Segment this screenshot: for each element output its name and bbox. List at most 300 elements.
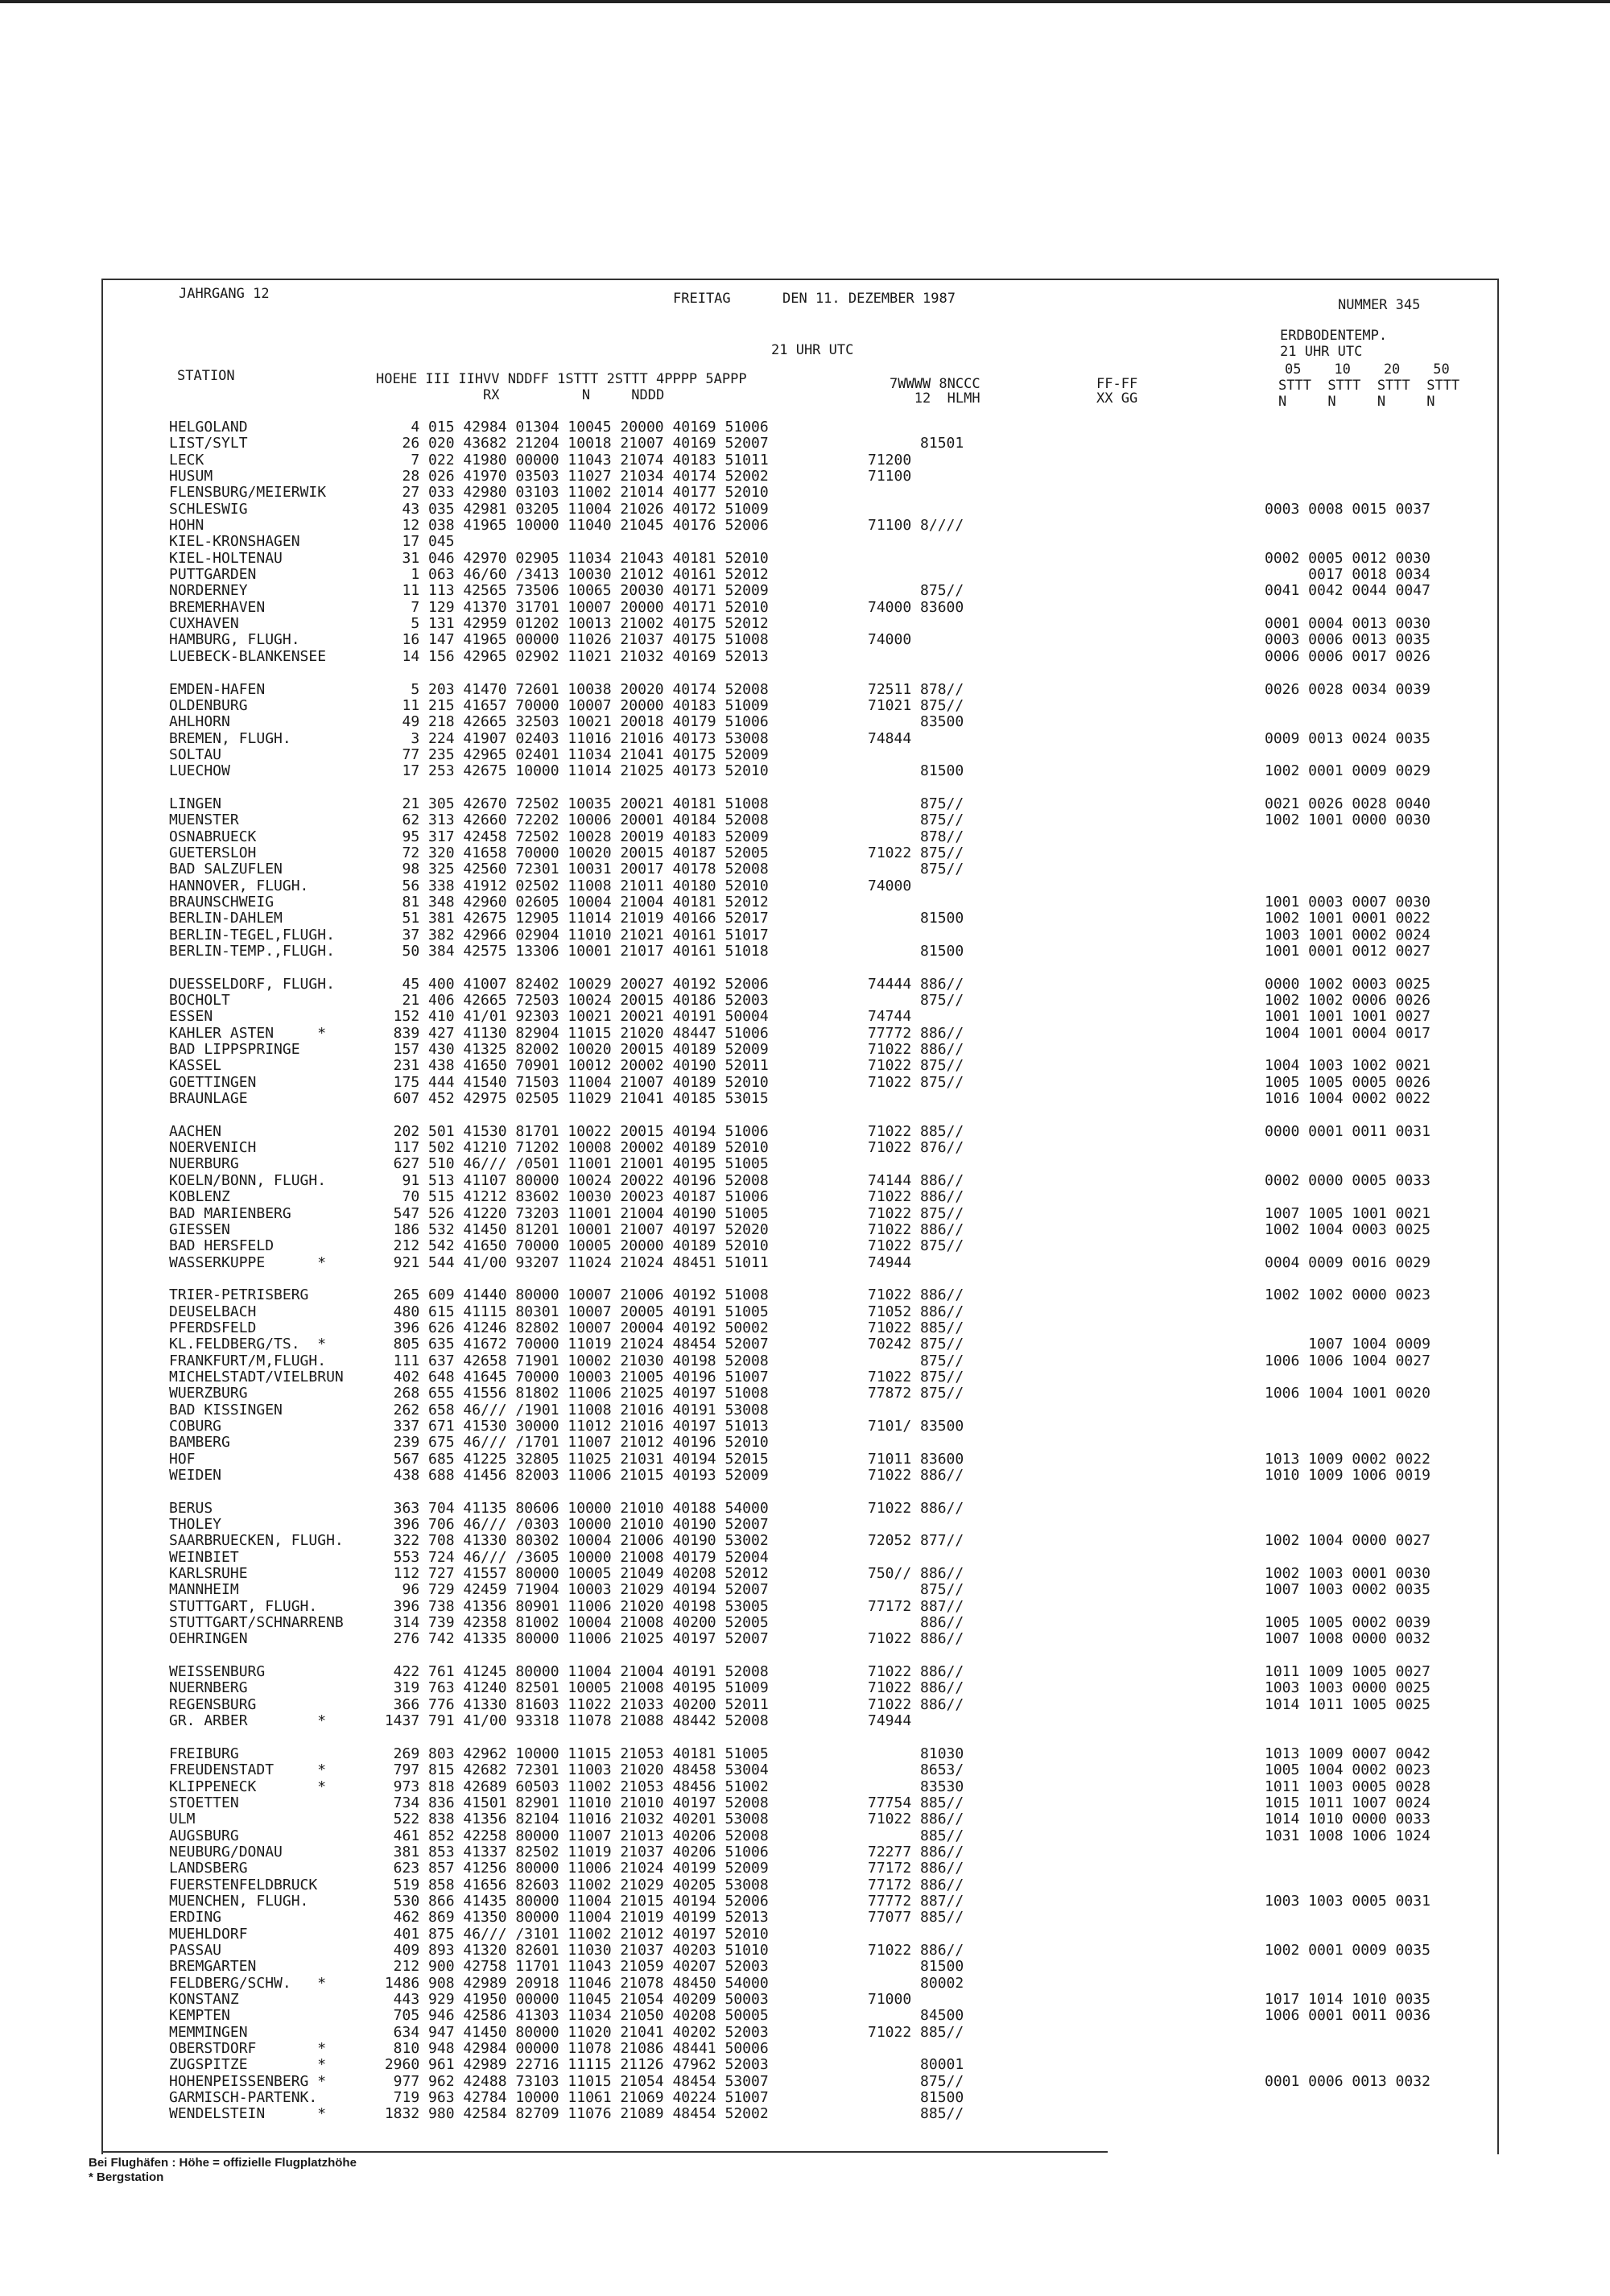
- station-name: COBURG: [169, 1417, 222, 1435]
- station-name: BOCHOLT: [169, 992, 230, 1010]
- station-name: AHLHORN: [169, 713, 230, 731]
- synop-values: 14 156 42965 02902 11021 21032 40169 52013: [376, 647, 769, 665]
- weather-values: 71022 886//: [868, 1811, 964, 1828]
- synop-values: 567 685 41225 32805 11025 21031 40194 52015: [376, 1450, 769, 1468]
- station-name: NOERVENICH: [169, 1139, 257, 1157]
- station-name: EMDEN-HAFEN: [169, 680, 266, 698]
- synop-values: 519 858 41656 82603 11002 21029 40205 53008: [376, 1876, 769, 1893]
- soil-temperatures: 1002 0001 0009 0029: [1265, 762, 1430, 780]
- main-columns-header: HOEHE III IIHVV NDDFF 1STTT 2STTT 4PPPP 5APPP: [376, 371, 747, 387]
- weather-values: 886//: [868, 1614, 964, 1632]
- synop-values: 921 544 41/00 93207 11024 21024 48451 51011: [376, 1253, 769, 1271]
- station-name: STUTTGART, FLUGH.: [169, 1597, 318, 1615]
- station-name: MANNHEIM: [169, 1581, 239, 1599]
- station-name: REGENSBURG: [169, 1695, 257, 1713]
- synop-values: 422 761 41245 80000 11004 21004 40191 52008: [376, 1663, 769, 1681]
- station-name: NUERBURG: [169, 1155, 239, 1173]
- station-name: BAD SALZUFLEN: [169, 861, 283, 878]
- weather-values: 77172 886//: [868, 1860, 964, 1877]
- synop-values: 49 218 42665 32503 10021 20018 40179 51006: [376, 713, 769, 731]
- soil-temperatures: 1016 1004 0002 0022: [1265, 1090, 1430, 1108]
- weather-values: 81500: [868, 762, 964, 780]
- soil-temp-title: ERDBODENTEMP.: [1280, 328, 1388, 344]
- station-name: CUXHAVEN: [169, 615, 239, 633]
- synop-values: 268 655 41556 81802 11006 21025 40197 51008: [376, 1385, 769, 1402]
- synop-values: 409 893 41320 82601 11030 21037 40203 51010: [376, 1941, 769, 1959]
- weather-values: 875//: [868, 1581, 964, 1599]
- wind-gust-header: FF-FF: [1096, 376, 1138, 392]
- jahrgang: JAHRGANG 12: [179, 286, 270, 302]
- soil-temperatures: 0026 0028 0034 0039: [1265, 680, 1430, 698]
- soil-temperatures: 1002 1003 0001 0030: [1265, 1565, 1430, 1583]
- weather-values: 875//: [868, 2072, 964, 2090]
- synop-values: 231 438 41650 70901 10012 20002 40190 52011: [376, 1057, 769, 1075]
- synop-values: 805 635 41672 70000 11019 21024 48454 52007: [376, 1336, 769, 1353]
- weather-values: 70242 875//: [868, 1336, 964, 1353]
- synop-values: 11 113 42565 73506 10065 20030 40171 52009: [376, 582, 769, 600]
- station-name: BREMEN, FLUGH.: [169, 729, 291, 747]
- page-top-edge: [0, 0, 1610, 3]
- weather-values: 875//: [868, 1352, 964, 1369]
- station-name: WUERZBURG: [169, 1385, 248, 1402]
- synop-values: 797 815 42682 72301 11003 21020 48458 53004: [376, 1761, 769, 1779]
- station-name: HAMBURG, FLUGH.: [169, 631, 300, 649]
- issue-number: NUMMER 345: [1338, 297, 1421, 313]
- synop-values: 438 688 41456 82003 11006 21015 40193 52009: [376, 1467, 769, 1484]
- weather-values: 71022 886//: [868, 1499, 964, 1517]
- synop-values: 396 738 41356 80901 11006 21020 40198 53005: [376, 1597, 769, 1615]
- synop-values: 43 035 42981 03205 11004 21026 40172 51009: [376, 500, 769, 518]
- soil-temperatures: 1001 1001 1001 0027: [1265, 1008, 1430, 1026]
- synop-values: 175 444 41540 71503 11004 21007 40189 52010: [376, 1073, 769, 1091]
- synop-values: 5 203 41470 72601 10038 20020 40174 52008: [376, 680, 769, 698]
- weather-values: 74944: [868, 1712, 912, 1730]
- station-name: WASSERKUPPE *: [169, 1253, 327, 1271]
- soil-temperatures: 0002 0005 0012 0030: [1265, 549, 1430, 567]
- soil-temperatures: 1001 0003 0007 0030: [1265, 893, 1430, 911]
- synop-values: 4 015 42984 01304 10045 20000 40169 51006: [376, 419, 769, 436]
- soil-temp-depths: 05 10 20 50: [1285, 361, 1450, 378]
- weather-values: 71022 886//: [868, 1941, 964, 1959]
- weather-values: 875//: [868, 861, 964, 878]
- weather-values: 72511 878//: [868, 680, 964, 698]
- station-name: BERLIN-TEGEL,FLUGH.: [169, 926, 335, 944]
- soil-temperatures: 1005 1004 0002 0023: [1265, 1761, 1430, 1779]
- station-name: LINGEN: [169, 795, 222, 812]
- weather-values: 875//: [868, 795, 964, 812]
- weather-values: 7101/ 83500: [868, 1417, 964, 1435]
- synop-values: 443 929 41950 00000 11045 21054 40209 50003: [376, 1991, 769, 2008]
- synop-values: 977 962 42488 73103 11015 21054 48454 53007: [376, 2072, 769, 2090]
- synop-values: 72 320 41658 70000 10020 20015 40187 52005: [376, 844, 769, 861]
- station-name: BREMERHAVEN: [169, 598, 266, 616]
- station-name: PASSAU: [169, 1941, 222, 1959]
- synop-values: 363 704 41135 80606 10000 21010 40188 54000: [376, 1499, 769, 1517]
- station-name: HOHENPEISSENBERG *: [169, 2072, 327, 2090]
- weather-values: 71022 886//: [868, 1220, 964, 1238]
- soil-temperatures: 1003 1001 0002 0024: [1265, 926, 1430, 944]
- weather-values: 84500: [868, 2007, 964, 2025]
- station-name: OEHRINGEN: [169, 1630, 248, 1648]
- soil-temperatures: 0001 0006 0013 0032: [1265, 2072, 1430, 2090]
- soil-temp-time: 21 UHR UTC: [1280, 344, 1363, 360]
- weather-values: 71022 876//: [868, 1139, 964, 1157]
- weather-values: 81500: [868, 910, 964, 927]
- weather-values: 875//: [868, 811, 964, 829]
- station-name: MEMMINGEN: [169, 2023, 248, 2041]
- synop-values: 265 609 41440 80000 10007 21006 40192 51008: [376, 1286, 769, 1304]
- station-name: GOETTINGEN: [169, 1073, 257, 1091]
- weather-values: 74744: [868, 1008, 912, 1026]
- weather-values: 71022 886//: [868, 1630, 964, 1648]
- weather-values: 74144 886//: [868, 1171, 964, 1189]
- station-name: ERDING: [169, 1909, 222, 1926]
- synop-values: 2960 961 42989 22716 11115 21126 47962 52003: [376, 2056, 769, 2074]
- station-name: KASSEL: [169, 1057, 222, 1075]
- weather-values: 83530: [868, 1778, 964, 1795]
- soil-temperatures: 0003 0006 0013 0035: [1265, 631, 1430, 649]
- soil-temp-stt-header: STTT STTT STTT STTT: [1278, 378, 1460, 394]
- synop-values: 37 382 42966 02904 11010 21021 40161 51017: [376, 926, 769, 944]
- weather-values: 750// 886//: [868, 1565, 964, 1583]
- station-name: BAD MARIENBERG: [169, 1204, 291, 1222]
- soil-temperatures: 1031 1008 1006 1024: [1265, 1827, 1430, 1844]
- soil-temperatures: 1006 0001 0011 0036: [1265, 2007, 1430, 2025]
- synop-values: 322 708 41330 80302 10004 21006 40190 53002: [376, 1532, 769, 1550]
- soil-temperatures: 1002 1004 0003 0025: [1265, 1220, 1430, 1238]
- weather-values: 83500: [868, 713, 964, 731]
- soil-temperatures: 1006 1006 1004 0027: [1265, 1352, 1430, 1369]
- synop-values: 401 875 46/// /3101 11002 21012 40197 52010: [376, 1925, 769, 1943]
- weather-values: 81500: [868, 943, 964, 960]
- synop-values: 337 671 41530 30000 11012 21016 40197 51013: [376, 1417, 769, 1435]
- synop-values: 202 501 41530 81701 10022 20015 40194 51006: [376, 1122, 769, 1140]
- soil-temperatures: 1002 0001 0009 0035: [1265, 1941, 1430, 1959]
- synop-values: 27 033 42980 03103 11002 21014 40177 52010: [376, 484, 769, 502]
- synop-values: 212 900 42758 11701 11043 21059 40207 52003: [376, 1958, 769, 1976]
- soil-temperatures: 1017 1014 1010 0035: [1265, 1991, 1430, 2008]
- weather-values: 71052 886//: [868, 1303, 964, 1320]
- soil-temperatures: 1005 1005 0002 0039: [1265, 1614, 1430, 1632]
- station-name: MICHELSTADT/VIELBRUN: [169, 1368, 344, 1385]
- synop-values: 98 325 42560 72301 10031 20017 40178 52008: [376, 861, 769, 878]
- weather-values: 71022 886//: [868, 1467, 964, 1484]
- station-name: KOELN/BONN, FLUGH.: [169, 1171, 327, 1189]
- soil-temperatures: 1002 1001 0000 0030: [1265, 811, 1430, 829]
- soil-temperatures: 0003 0008 0015 0037: [1265, 500, 1430, 518]
- weather-columns-subheader: 12 HLMH: [890, 390, 980, 407]
- weather-values: 885//: [868, 1827, 964, 1844]
- soil-temperatures: 0009 0013 0024 0035: [1265, 729, 1430, 747]
- station-name: PUTTGARDEN: [169, 566, 257, 584]
- weekday: FREITAG: [673, 291, 731, 307]
- synop-values: 62 313 42660 72202 10006 20001 40184 52008: [376, 811, 769, 829]
- weather-columns-header: 7WWWW 8NCCC: [890, 376, 980, 392]
- station-name: OSNABRUECK: [169, 828, 257, 845]
- station-name: FREUDENSTADT *: [169, 1761, 327, 1779]
- synop-values: 402 648 41645 70000 10003 21005 40196 51007: [376, 1368, 769, 1385]
- synop-values: 839 427 41130 82904 11015 21020 48447 51006: [376, 1024, 769, 1042]
- synop-values: 51 381 42675 12905 11014 21019 40166 52017: [376, 910, 769, 927]
- station-name: ESSEN: [169, 1008, 213, 1026]
- synop-values: 262 658 46/// /1901 11008 21016 40191 53008: [376, 1401, 769, 1418]
- station-name: FRANKFURT/M,FLUGH.: [169, 1352, 327, 1369]
- synop-values: 152 410 41/01 92303 10021 20021 40191 50004: [376, 1008, 769, 1026]
- synop-values: 26 020 43682 21204 10018 21007 40169 52007: [376, 435, 769, 452]
- weather-values: 77754 885//: [868, 1794, 964, 1811]
- soil-temperatures: 1014 1010 0000 0033: [1265, 1811, 1430, 1828]
- weather-values: 74000: [868, 631, 912, 649]
- synop-values: 396 626 41246 82802 10007 20004 40192 50002: [376, 1319, 769, 1336]
- station-name: ZUGSPITZE *: [169, 2056, 327, 2074]
- weather-values: 71022 885//: [868, 2023, 964, 2041]
- station-name: HOF: [169, 1450, 196, 1468]
- station-name: BAD KISSINGEN: [169, 1401, 283, 1418]
- synop-values: 522 838 41356 82104 11016 21032 40201 53008: [376, 1811, 769, 1828]
- synop-values: 17 045: [376, 533, 455, 551]
- soil-temperatures: 0001 0004 0013 0030: [1265, 615, 1430, 633]
- soil-temperatures: 1003 1003 0000 0025: [1265, 1679, 1430, 1697]
- station-name: NEUBURG/DONAU: [169, 1843, 283, 1860]
- station-name: MUEHLDORF: [169, 1925, 248, 1943]
- station-name: SOLTAU: [169, 745, 222, 763]
- synop-values: 21 406 42665 72503 10024 20015 40186 52003: [376, 992, 769, 1010]
- station-name: LANDSBERG: [169, 1860, 248, 1877]
- weather-values: 72277 886//: [868, 1843, 964, 1860]
- station-name: KONSTANZ: [169, 1991, 239, 2008]
- station-name: DUESSELDORF, FLUGH.: [169, 975, 335, 993]
- synop-values: 239 675 46/// /1701 11007 21012 40196 52010: [376, 1434, 769, 1452]
- synop-values: 1486 908 42989 20918 11046 21078 48450 54000: [376, 1974, 769, 1992]
- synop-values: 973 818 42689 60503 11002 21053 48456 51002: [376, 1778, 769, 1795]
- station-name: NUERNBERG: [169, 1679, 248, 1697]
- weather-values: 77077 885//: [868, 1909, 964, 1926]
- synop-values: 607 452 42975 02505 11029 21041 40185 53015: [376, 1090, 769, 1108]
- station-name: TRIER-PETRISBERG: [169, 1286, 309, 1304]
- weather-values: 77772 886//: [868, 1024, 964, 1042]
- synop-values: 480 615 41115 80301 10007 20005 40191 51005: [376, 1303, 769, 1320]
- weather-values: 71100 8////: [868, 517, 964, 535]
- soil-temperatures: 1011 1009 1005 0027: [1265, 1663, 1430, 1681]
- station-name: KIEL-HOLTENAU: [169, 549, 283, 567]
- soil-temperatures: 0000 0001 0011 0031: [1265, 1122, 1430, 1140]
- station-name: WEISSENBURG: [169, 1663, 266, 1681]
- station-name: GARMISCH-PARTENK.: [169, 2089, 318, 2107]
- synop-values: 70 515 41212 83602 10030 20023 40187 51006: [376, 1188, 769, 1206]
- soil-temperatures: 0002 0000 0005 0033: [1265, 1171, 1430, 1189]
- weather-values: 71021 875//: [868, 696, 964, 714]
- station-name: HANNOVER, FLUGH.: [169, 877, 309, 894]
- weather-values: 885//: [868, 2105, 964, 2123]
- soil-temperatures: 1007 1003 0002 0035: [1265, 1581, 1430, 1599]
- station-column-header: STATION: [177, 368, 235, 384]
- soil-temperatures: 1010 1009 1006 0019: [1265, 1467, 1430, 1484]
- station-name: AUGSBURG: [169, 1827, 239, 1844]
- synop-values: 45 400 41007 82402 10029 20027 40192 52006: [376, 975, 769, 993]
- weather-values: 71022 886//: [868, 1041, 964, 1059]
- synop-values: 314 739 42358 81002 10004 21008 40200 52005: [376, 1614, 769, 1632]
- synop-values: 269 803 42962 10000 11015 21053 40181 51005: [376, 1745, 769, 1762]
- synop-values: 530 866 41435 80000 11004 21015 40194 52006: [376, 1892, 769, 1910]
- synop-values: 95 317 42458 72502 10028 20019 40183 52009: [376, 828, 769, 845]
- station-name: SAARBRUECKEN, FLUGH.: [169, 1532, 344, 1550]
- synop-values: 381 853 41337 82502 11019 21037 40206 51006: [376, 1843, 769, 1860]
- station-name: BREMGARTEN: [169, 1958, 257, 1976]
- synop-values: 734 836 41501 82901 11010 21010 40197 52008: [376, 1794, 769, 1811]
- station-name: FUERSTENFELDBRUCK: [169, 1876, 318, 1893]
- synop-values: 462 869 41350 80000 11004 21019 40199 52013: [376, 1909, 769, 1926]
- soil-temperatures: 0017 0018 0034: [1265, 566, 1430, 584]
- synop-values: 186 532 41450 81201 10001 21007 40197 52020: [376, 1220, 769, 1238]
- station-name: THOLEY: [169, 1516, 222, 1534]
- synop-values: 91 513 41107 80000 10024 20022 40196 52008: [376, 1171, 769, 1189]
- soil-temperatures: 1013 1009 0007 0042: [1265, 1745, 1430, 1762]
- weather-values: 74444 886//: [868, 975, 964, 993]
- weather-values: 71022 875//: [868, 844, 964, 861]
- weather-values: 8653/: [868, 1761, 964, 1779]
- synop-values: 77 235 42965 02401 11034 21041 40175 52009: [376, 745, 769, 763]
- synop-values: 56 338 41912 02502 11008 21011 40180 52010: [376, 877, 769, 894]
- soil-temperatures: 0041 0042 0044 0047: [1265, 582, 1430, 600]
- date: DEN 11. DEZEMBER 1987: [782, 291, 956, 307]
- weather-values: 71022 875//: [868, 1368, 964, 1385]
- synop-values: 157 430 41325 82002 10020 20015 40189 52009: [376, 1041, 769, 1059]
- weather-values: 71022 886//: [868, 1286, 964, 1304]
- station-name: BERLIN-TEMP.,FLUGH.: [169, 943, 335, 960]
- soil-temperatures: 1006 1004 1001 0020: [1265, 1385, 1430, 1402]
- weather-values: 72052 877//: [868, 1532, 964, 1550]
- weather-values: 74000 83600: [868, 598, 964, 616]
- station-name: WEIDEN: [169, 1467, 222, 1484]
- soil-temperatures: 1005 1005 0005 0026: [1265, 1073, 1430, 1091]
- weather-values: 71022 886//: [868, 1663, 964, 1681]
- synop-values: 1832 980 42584 82709 11076 21089 48454 52002: [376, 2105, 769, 2123]
- synop-values: 276 742 41335 80000 11006 21025 40197 52007: [376, 1630, 769, 1648]
- synop-values: 719 963 42784 10000 11061 21069 40224 51007: [376, 2089, 769, 2107]
- synop-values: 212 542 41650 70000 10005 20000 40189 52010: [376, 1237, 769, 1255]
- footnote-airport-height: Bei Flughäfen : Höhe = offizielle Flugplatzhöhe: [89, 2156, 357, 2170]
- station-name: LECK: [169, 451, 204, 469]
- station-name: MUENCHEN, FLUGH.: [169, 1892, 309, 1910]
- weather-values: 71022 875//: [868, 1073, 964, 1091]
- weather-values: 71022 875//: [868, 1057, 964, 1075]
- weather-values: 74844: [868, 729, 912, 747]
- weather-values: 71022 886//: [868, 1679, 964, 1697]
- synop-values: 17 253 42675 10000 11014 21025 40173 52010: [376, 762, 769, 780]
- synop-values: 31 046 42970 02905 11034 21043 40181 52010: [376, 549, 769, 567]
- station-name: HELGOLAND: [169, 419, 248, 436]
- station-name: BRAUNSCHWEIG: [169, 893, 275, 911]
- soil-temperatures: 1015 1011 1007 0024: [1265, 1794, 1430, 1811]
- station-name: NORDERNEY: [169, 582, 248, 600]
- station-name: LUEBECK-BLANKENSEE: [169, 647, 327, 665]
- synop-values: 21 305 42670 72502 10035 20021 40181 51008: [376, 795, 769, 812]
- soil-temperatures: 1003 1003 0005 0031: [1265, 1892, 1430, 1910]
- weather-values: 71022 885//: [868, 1319, 964, 1336]
- soil-temperatures: 1002 1001 0001 0022: [1265, 910, 1430, 927]
- wind-gust-subheader: XX GG: [1096, 390, 1138, 407]
- weather-values: 81500: [868, 2089, 964, 2107]
- station-name: FREIBURG: [169, 1745, 239, 1762]
- weather-values: 71022 875//: [868, 1237, 964, 1255]
- weather-values: 71022 885//: [868, 1122, 964, 1140]
- weather-values: 80002: [868, 1974, 964, 1992]
- station-name: PFERDSFELD: [169, 1319, 257, 1336]
- synop-values: 366 776 41330 81603 11022 21033 40200 52011: [376, 1695, 769, 1713]
- synop-values: 11 215 41657 70000 10007 20000 40183 51009: [376, 696, 769, 714]
- synop-values: 112 727 41557 80000 10005 21049 40208 52012: [376, 1565, 769, 1583]
- synop-values: 81 348 42960 02605 10004 21004 40181 52012: [376, 893, 769, 911]
- station-name: BAMBERG: [169, 1434, 230, 1452]
- synop-values: 396 706 46/// /0303 10000 21010 40190 52007: [376, 1516, 769, 1534]
- synop-values: 634 947 41450 80000 11020 21041 40202 52003: [376, 2023, 769, 2041]
- soil-temperatures: 0006 0006 0017 0026: [1265, 647, 1430, 665]
- soil-temperatures: 1004 1003 1002 0021: [1265, 1057, 1430, 1075]
- synop-values: 623 857 41256 80000 11006 21024 40199 52009: [376, 1860, 769, 1877]
- station-name: BAD LIPPSPRINGE: [169, 1041, 300, 1059]
- station-name: KAHLER ASTEN *: [169, 1024, 327, 1042]
- weather-values: 71011 83600: [868, 1450, 964, 1468]
- soil-temperatures: 1007 1004 0009: [1265, 1336, 1430, 1353]
- station-name: WENDELSTEIN *: [169, 2105, 327, 2123]
- station-name: BAD HERSFELD: [169, 1237, 275, 1255]
- weather-values: 875//: [868, 992, 964, 1010]
- weather-values: 71000: [868, 1991, 912, 2008]
- soil-temperatures: 1002 1002 0000 0023: [1265, 1286, 1430, 1304]
- station-name: BERUS: [169, 1499, 213, 1517]
- weather-values: 81030: [868, 1745, 964, 1762]
- station-name: OBERSTDORF *: [169, 2040, 327, 2058]
- station-name: SCHLESWIG: [169, 500, 248, 518]
- main-columns-subheader: RX N NDDD: [376, 387, 665, 403]
- weather-values: 71100: [868, 468, 912, 485]
- soil-temperatures: 1004 1001 0004 0017: [1265, 1024, 1430, 1042]
- soil-temperatures: 1014 1011 1005 0025: [1265, 1695, 1430, 1713]
- synop-values: 28 026 41970 03503 11027 21034 40174 52002: [376, 468, 769, 485]
- soil-temperatures: 1001 0001 0012 0027: [1265, 943, 1430, 960]
- synop-values: 810 948 42984 00000 11078 21086 48441 50006: [376, 2040, 769, 2058]
- station-name: AACHEN: [169, 1122, 222, 1140]
- soil-temperatures: 0021 0026 0028 0040: [1265, 795, 1430, 812]
- synop-values: 461 852 42258 80000 11007 21013 40206 52008: [376, 1827, 769, 1844]
- synop-values: 1 063 46/60 /3413 10030 21012 40161 52012: [376, 566, 769, 584]
- weather-values: 71022 875//: [868, 1204, 964, 1222]
- station-name: DEUSELBACH: [169, 1303, 257, 1320]
- station-name: KOBLENZ: [169, 1188, 230, 1206]
- station-name: LIST/SYLT: [169, 435, 248, 452]
- synop-values: 627 510 46/// /0501 11001 21001 40195 51005: [376, 1155, 769, 1173]
- footnote-mountain-station: * Bergstation: [89, 2170, 164, 2184]
- station-name: MUENSTER: [169, 811, 239, 829]
- station-name: KLIPPENECK *: [169, 1778, 327, 1795]
- soil-temperatures: 1002 1004 0000 0027: [1265, 1532, 1430, 1550]
- synop-values: 3 224 41907 02403 11016 21016 40173 53008: [376, 729, 769, 747]
- weather-values: 875//: [868, 582, 964, 600]
- synop-values: 1437 791 41/00 93318 11078 21088 48442 52008: [376, 1712, 769, 1730]
- synop-values: 319 763 41240 82501 10005 21008 40195 51009: [376, 1679, 769, 1697]
- station-name: BERLIN-DAHLEM: [169, 910, 283, 927]
- station-name: GR. ARBER *: [169, 1712, 327, 1730]
- weather-values: 71022 886//: [868, 1695, 964, 1713]
- station-name: GUETERSLOH: [169, 844, 257, 861]
- synop-values: 7 129 41370 31701 10007 20000 40171 52010: [376, 598, 769, 616]
- station-name: BRAUNLAGE: [169, 1090, 248, 1108]
- weather-values: 80001: [868, 2056, 964, 2074]
- soil-temperatures: 0004 0009 0016 0029: [1265, 1253, 1430, 1271]
- station-name: KIEL-KRONSHAGEN: [169, 533, 300, 551]
- station-name: STUTTGART/SCHNARRENB: [169, 1614, 344, 1632]
- synop-values: 7 022 41980 00000 11043 21074 40183 51011: [376, 451, 769, 469]
